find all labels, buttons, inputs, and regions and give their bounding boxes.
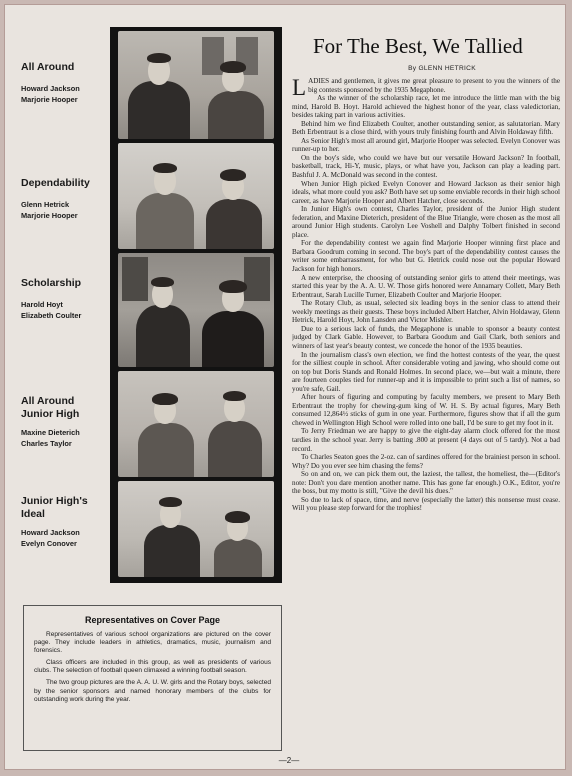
award-all-around xyxy=(21,61,117,105)
award-dependability xyxy=(21,177,117,221)
drop-cap: L xyxy=(292,77,307,100)
article-body xyxy=(292,77,560,749)
box-paragraph: Class officers are included in this group, as well as presidents of various clubs. The selection of football queen climaxed a winning football season. xyxy=(34,659,271,675)
photo-person xyxy=(132,269,194,367)
article-paragraph: So on and on, we can pick them out, the laziest, the tallest, the homeliest, the—(Editor's note: Don't you dare mention another name. This has gone far enough.) O.K., Editor, you're the boss, but my motto is still, "Give the devil his dues." xyxy=(292,470,560,496)
award-winner: Marjorie Hooper xyxy=(21,95,78,104)
award-category: Scholarship xyxy=(21,277,82,289)
award-all-around-junior-high xyxy=(21,395,103,449)
article-paragraph: In Junior High's own contest, Charles Taylor, president of the Junior High student federation, and Maxine Dieterich, president of the Blue Triangle, were chosen as the most all around Junior High students. Carolyn Lee Voshell and Dalphy Tolbert finished in second place. xyxy=(292,205,560,239)
box-heading: Representatives on Cover Page xyxy=(84,615,221,625)
award-winner: Elizabeth Coulter xyxy=(21,311,82,320)
article-byline: By GLENN HETRICK xyxy=(408,65,476,72)
cover-page-box xyxy=(23,605,282,751)
box-paragraph: Representatives of various school organizations are pictured on the cover page. They include leaders in athletics, dramatics, music, journalism and forensics. xyxy=(34,631,271,655)
award-winner: Evelyn Conover xyxy=(21,539,77,548)
award-winner: Charles Taylor xyxy=(21,439,72,448)
photo-person xyxy=(134,389,198,477)
article-paragraph: The Rotary Club, as usual, selected six leading boys in the senior class to attend their weekly meetings as their guests. These boys included Albert Hatcher, Alvin Holdaway, Glenn Hetrick, Harold Hoyt, John Lansden and Victor Mishler. xyxy=(292,299,560,325)
page-number: —2— xyxy=(278,756,300,765)
article-paragraph: A new enterprise, the choosing of outstanding senior girls to attend their meetings, was started this year by the A. A. U. W. Those girls honored were Annamary Collett, Mary Beth Erbentraut, Sarah Lucille Turner, Elizabeth Coulter and Marjorie Hooper. xyxy=(292,273,560,299)
award-category: Dependability xyxy=(21,177,90,189)
award-scholarship xyxy=(21,277,117,321)
article-paragraph: Due to a serious lack of funds, the Megaphone is unable to sponsor a beauty contest judged by Clark Gable. However, to Barbara Goodum and Gail Clark, both seniors and winners of last year's beauty contest, we concede the honor of the 1935 beauties. xyxy=(292,324,560,350)
photo-strip xyxy=(110,27,282,583)
article-paragraph: After hours of figuring and computing by faculty members, we present to Mary Beth Erbentraut the trophy for chewing-gum king of W. H. S. By actual figures, Mary Beth consumed 12,864½ sticks of gum in one year. Furthermore, figures show that if all the gum chewed in Wellington High School were rolled into one ball, I'd be sure to get my foot in it. xyxy=(292,393,560,427)
award-winner: Glenn Hetrick xyxy=(21,200,70,209)
award-winner: Howard Jackson xyxy=(21,84,80,93)
award-winner: Maxine Dieterich xyxy=(21,428,80,437)
article-paragraph: To Charles Seaton goes the 2-oz. can of sardines offered for the brainiest person in school. Why? Do you ever see him chasing the fems? xyxy=(292,453,560,470)
photo-person xyxy=(204,385,266,477)
award-winner: Marjorie Hooper xyxy=(21,211,78,220)
article-paragraph: When Junior High picked Evelyn Conover and Howard Jackson as their senior high ideals, what more could you ask? Both have set up some enviable records in their high school career, as have Marjorie Hooper and Albert Hatcher, close seconds. xyxy=(292,179,560,205)
article-paragraph: Behind him we find Elizabeth Coulter, another outstanding senior, as salutatorian. Mary Beth Erbentraut is a close third, with yours truly finishing fourth and Alvin Holdaway fifth. xyxy=(292,119,560,137)
yearbook-page xyxy=(4,4,566,770)
article-paragraph: LADIES and gentlemen, it gives me great pleasure to present to you the winners of the big contests sponsored by the 1935 Megaphone. xyxy=(292,77,560,100)
award-winner: Howard Jackson xyxy=(21,528,80,537)
box-paragraph: The two group pictures are the A. A. U. W. girls and the Rotary boys, selected by the senior sponsors and named honorary members of the clubs for outstanding work during the year. xyxy=(34,679,271,703)
article-paragraph: In the journalism class's own election, we find the hottest contests of the year, the quest for the silliest couple in school. After considerable voting and jawing, who should come out on top but Doris Stands and Ronald Holmes. In second place, we—but wait a minute, there are fourteen couples tied for runner-up and it is impossible to print such a list of names, so you're safe, Gail. xyxy=(292,350,560,393)
award-junior-highs-ideal xyxy=(21,495,103,549)
article-paragraph: So due to lack of space, time, and nerve (especially the latter) this nonsense must cease. Will you please step forward for the trophies! xyxy=(292,495,560,513)
article-title: For The Best, We Tallied xyxy=(313,34,523,58)
photo-person xyxy=(210,511,266,577)
photo-person xyxy=(132,157,198,249)
photo-person xyxy=(140,491,204,577)
photo-junior-highs-ideal xyxy=(118,481,274,577)
photo-all-around-junior-high xyxy=(118,371,274,477)
photo-person xyxy=(202,163,266,249)
article-paragraph: For the dependability contest we again find Marjorie Hooper winning first place and Barbara Goodrum coming in second. The boy's part of the dependability contest causes the writer some embarrassment, for who but G. Hetrick could nose out the popular Howard Jackson for high honors. xyxy=(292,239,560,274)
award-category: Junior High's Ideal xyxy=(21,495,88,520)
award-category: All Around xyxy=(21,61,75,73)
award-category: All Around Junior High xyxy=(21,395,80,420)
photo-all-around xyxy=(118,31,274,139)
award-winner: Harold Hoyt xyxy=(21,300,63,309)
photo-person xyxy=(124,41,194,139)
article-paragraph: As the winner of the scholarship race, let me introduce the little man with the big mind, Harold B. Hoyt. Harold achieved the highest honor of the year, class valedictorian, besides taking part in various activities. xyxy=(292,94,560,120)
photo-dependability xyxy=(118,143,274,249)
photo-person xyxy=(198,273,268,367)
article-paragraph: To Jerry Friedman we are happy to give the eight-day alarm clock offered for the most tardies in the school year. Jerry is batting .800 at present (4 days out of 5 tardy). Not a bad record. xyxy=(292,427,560,453)
article-paragraph: As Senior High's most all around girl, Marjorie Hooper was selected. Evelyn Conover was runner-up to her. xyxy=(292,136,560,154)
article-paragraph: On the boy's side, who could we have but our versatile Howard Jackson? In football, basketball, track, Hi-Y, music, plays, or what have you, Jackson can play a leading part. Bashful J. A. McDonald was second in the contest. xyxy=(292,153,560,180)
photo-scholarship xyxy=(118,253,274,367)
photo-person xyxy=(202,53,268,139)
